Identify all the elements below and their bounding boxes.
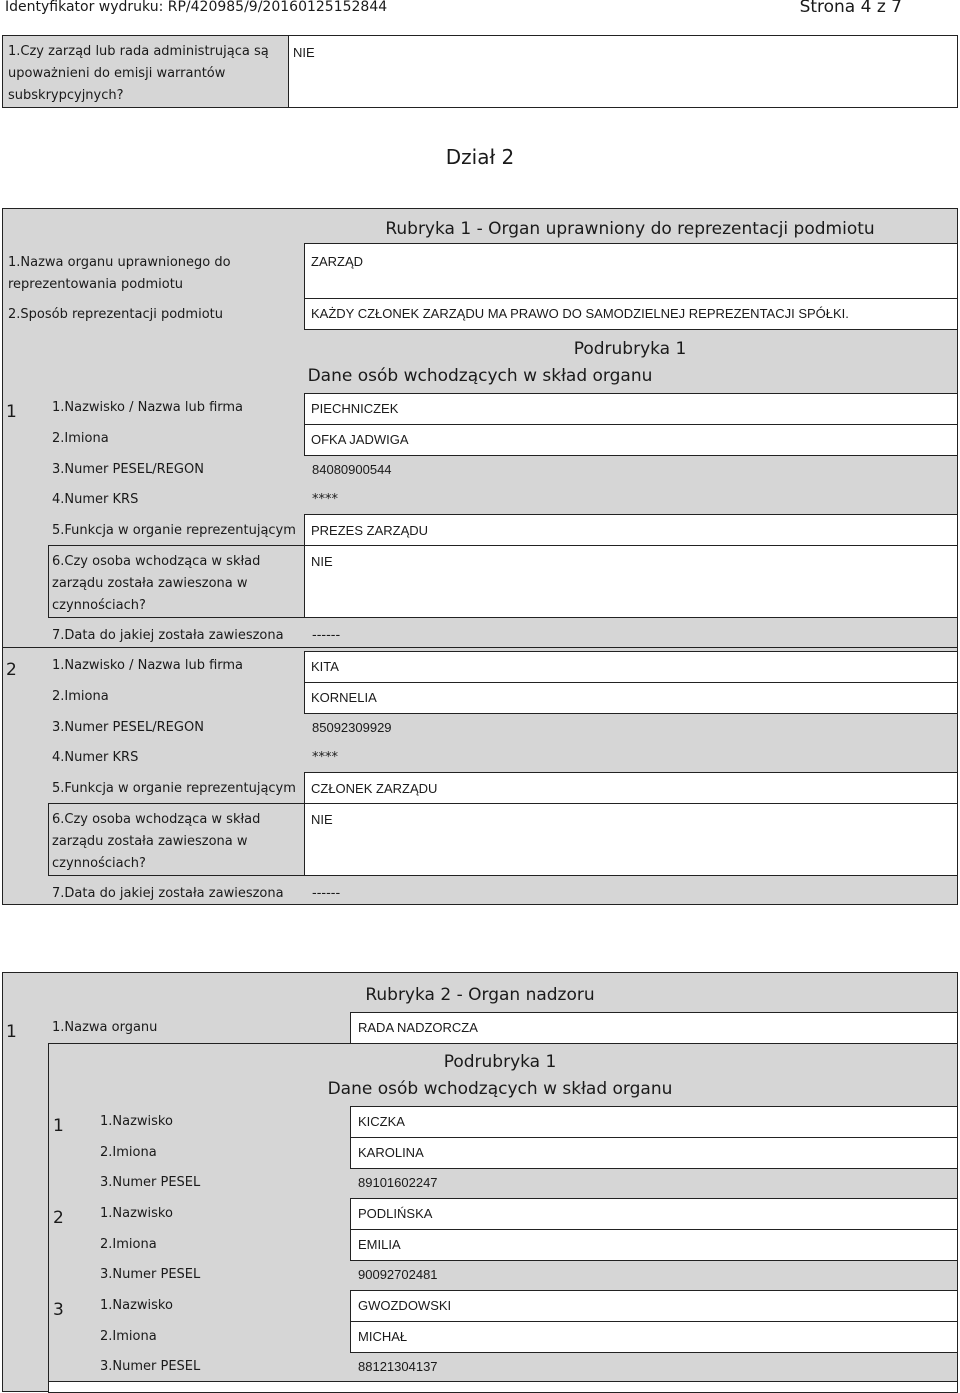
person1-data: ------ [312, 628, 341, 643]
rada-person3-imiona-cell: MICHAŁ [350, 1321, 958, 1353]
rada-continuation-row [48, 1381, 958, 1393]
page-number: Strona 4 z 7 [799, 0, 902, 17]
person1-krs: **** [312, 492, 338, 507]
organ-value-cell: ZARZĄD [304, 243, 958, 299]
rada-person3-number: 3 [53, 1300, 64, 1320]
warrants-value-cell: NIE [288, 35, 958, 108]
rada-person1-nazwisko-cell: KICZKA [350, 1106, 958, 1138]
rada-person2-number: 2 [53, 1208, 64, 1228]
rada-person2-nazwisko-cell: PODLIŃSKA [350, 1198, 958, 1230]
rubryka2-podrubryka-subtitle: Dane osób wchodzących w skład organu [327, 1079, 673, 1099]
section-title: Dział 2 [445, 145, 515, 169]
rubryka2-title: Rubryka 2 - Organ nadzoru [365, 985, 595, 1005]
sposob-label: 2.Sposób reprezentacji podmiotu [8, 307, 223, 322]
person2-nazwisko-cell: KITA [304, 651, 958, 683]
rada-person2-imiona-cell: EMILIA [350, 1229, 958, 1261]
rubryka1-title: Rubryka 1 - Organ uprawniony do reprezentacji podmiotu [385, 219, 875, 239]
podrubryka1-title: Podrubryka 1 [573, 339, 687, 359]
person2-zawieszona: NIE [311, 812, 333, 827]
person2-number: 2 [6, 660, 17, 680]
print-id: Identyfikator wydruku: RP/420985/9/20160125152844 [5, 0, 388, 15]
person2-data: ------ [312, 886, 341, 901]
person2-krs: **** [312, 750, 338, 765]
rubryka2-podrubryka-title: Podrubryka 1 [443, 1052, 557, 1072]
rada-person2-pesel: 90092702481 [358, 1267, 438, 1282]
rubryka2-organ-number: 1 [6, 1022, 17, 1042]
print-header [0, 0, 960, 26]
person2-pesel: 85092309929 [312, 720, 392, 735]
sposob-value-cell: KAŻDY CZŁONEK ZARZĄDU MA PRAWO DO SAMODZIELNEJ REPREZENTACJI SPÓŁKI. [304, 298, 958, 330]
rada-person3-pesel: 88121304137 [358, 1359, 438, 1374]
rada-person1-pesel: 89101602247 [358, 1175, 438, 1190]
person1-nazwisko-cell: PIECHNICZEK [304, 393, 958, 425]
person1-number: 1 [6, 402, 17, 422]
podrubryka1-subtitle: Dane osób wchodzących w skład organu [307, 366, 653, 386]
rubryka2-organ-cell: RADA NADZORCZA [350, 1012, 958, 1044]
warrants-label-cell: 1.Czy zarząd lub rada administrująca są upoważnieni do emisji warrantów subskrypcyjnych? [2, 35, 289, 108]
person1-imiona-cell: OFKA JADWIGA [304, 424, 958, 456]
rada-person3-nazwisko-cell: GWOZDOWSKI [350, 1290, 958, 1322]
rada-person1-imiona-cell: KAROLINA [350, 1137, 958, 1169]
rada-person1-number: 1 [53, 1116, 64, 1136]
person1-pesel: 84080900544 [312, 462, 392, 477]
person1-zawieszona: NIE [311, 554, 333, 569]
person2-imiona-cell: KORNELIA [304, 682, 958, 714]
